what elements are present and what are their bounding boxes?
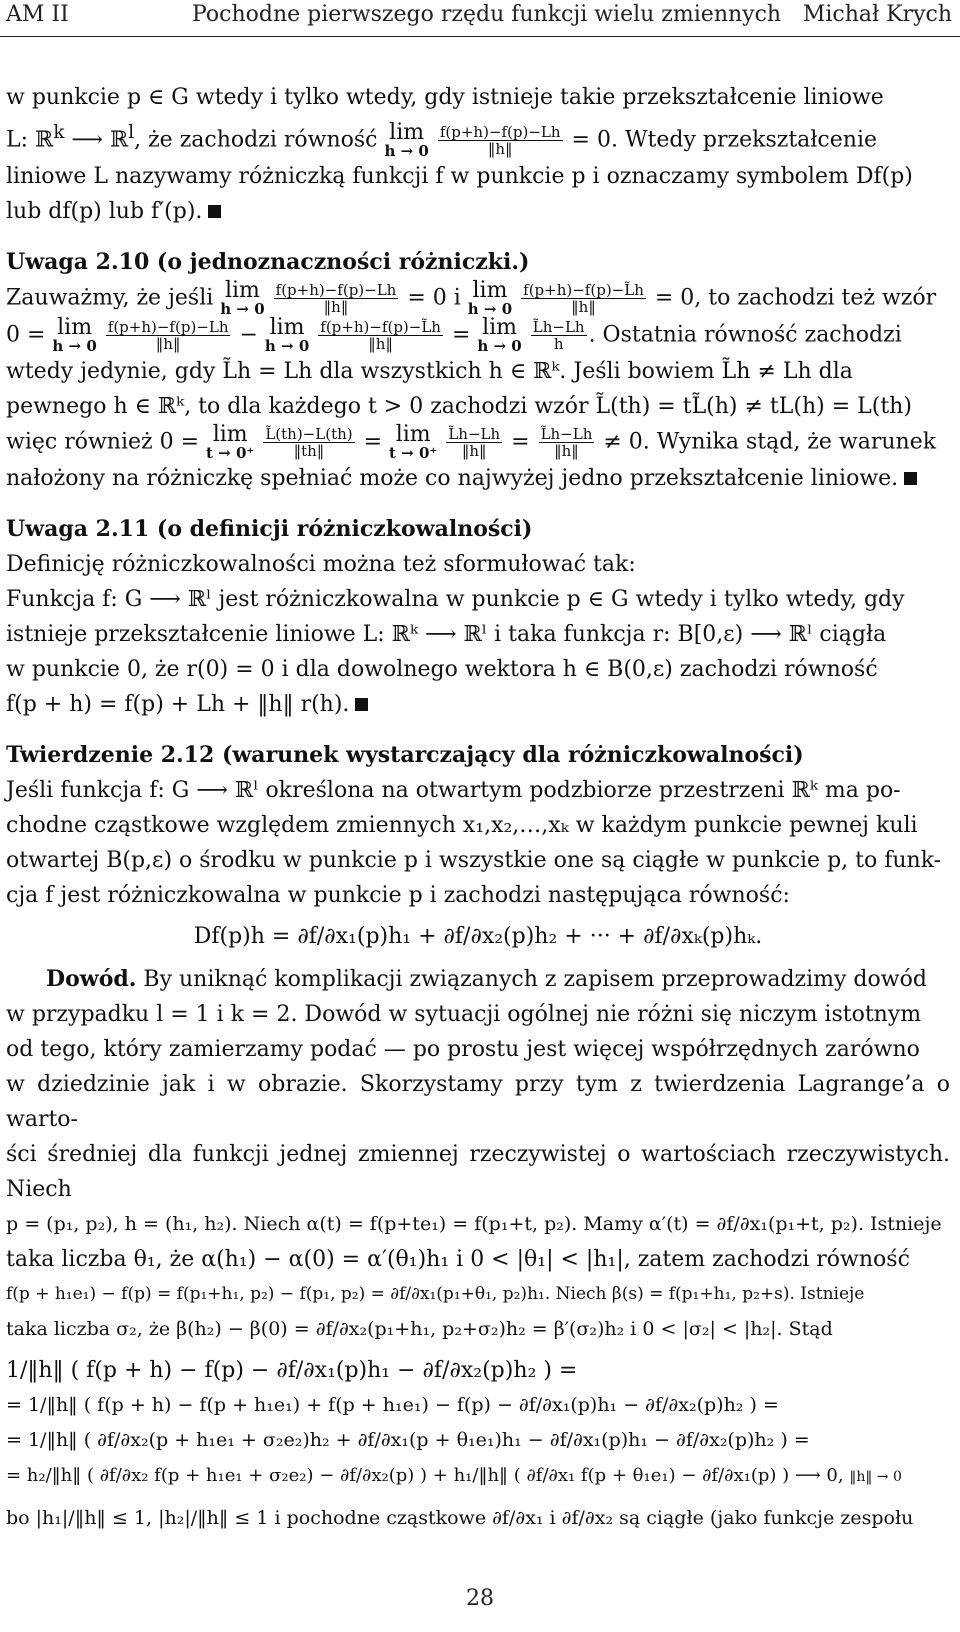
- header-rule: [0, 36, 960, 37]
- header-title: Pochodne pierwszego rzędu funkcji wielu zmiennych: [192, 2, 782, 27]
- header-left: AM II: [6, 2, 69, 27]
- qed-icon: [904, 472, 917, 485]
- remark-2-10-title: Uwaga 2.10 (o jednoznaczności różniczki.): [6, 248, 530, 275]
- proof-label: Dowód.: [46, 965, 137, 992]
- remark-2-11-intro: Definicję różniczkowalności można też sformułować tak:: [6, 551, 636, 577]
- remark-2-10-line-6: nałożony na różniczkę spełniać może co najwyżej jedno przekształcenie liniowe.: [6, 461, 950, 496]
- remark-2-10-line-4: pewnego h ∈ ℝᵏ, to dla każdego t > 0 zachodzi wzór L̃(th) = tL̃(h) ≠ tL(h) = L(th): [6, 393, 912, 419]
- theorem-2-12-body-1: Jeśli funkcja f: G ⟶ ℝˡ określona na otwartym podzbiorze przestrzeni ℝᵏ ma po-: [6, 777, 901, 803]
- page-body: [6, 80, 950, 1536]
- remark-2-10-line-1: Zauważmy, że jeśli lim h → 0 $\frac{f(p+h)-f(p)-Lh}{‖h‖}$ = 0 i lim h → 0 $\frac{f(p+h)-f(p)-L̃h}{‖h‖}$ = 0, to zachodzi też wzór: [6, 277, 937, 318]
- theorem-2-12-body-2: chodne cząstkowe względem zmiennych x₁,x₂,…,xₖ w każdym punkcie pewnej kuli: [6, 812, 918, 838]
- def-line2-part-c: , że zachodzi równość: [134, 127, 378, 153]
- def-line2-part-d: = 0. Wtedy przekształcenie: [571, 127, 877, 153]
- remark-2-11-body-2: istnieje przekształcenie liniowe L: ℝᵏ ⟶ ℝˡ i taka funkcja r: B[0,ε) ⟶ ℝˡ ciągła: [6, 621, 887, 647]
- remark-2-11-body-1: Funkcja f: G ⟶ ℝˡ jest różniczkowalna w punkcie p ∈ G wtedy i tylko wtedy, gdy: [6, 586, 905, 612]
- proof-line-7: taka liczba θ₁, że α(h₁) − α(0) = α′(θ₁)h₁ i 0 < |θ₁| < |h₁|, zatem zachodzi równość: [6, 1246, 910, 1272]
- page-number: 28: [466, 1586, 494, 1611]
- header-author: Michał Krych: [802, 2, 952, 27]
- limit-expression: lim h → 0: [384, 119, 429, 160]
- remark-2-10-line-5: więc również 0 = lim t → 0⁺ $\frac{L̃(th)-L(th)}{‖th‖}$ = lim t → 0⁺ $\frac{L̃h-Lh}{‖h‖}$ = $\frac{L̃h-Lh}{‖h‖}$ ≠ 0. Wynika stąd, że warunek: [6, 421, 937, 462]
- qed-icon: [208, 205, 221, 218]
- theorem-2-12-body-4: cja f jest różniczkowalna w punkcie p i zachodzi następująca równość:: [6, 882, 790, 908]
- definition-line-3: liniowe L nazywamy różniczką funkcji f w punkcie p i oznaczamy symbolem Df(p): [6, 163, 913, 189]
- running-header: [0, 0, 960, 36]
- proof-line-3: od tego, który zamierzamy podać — po prostu jest więcej współrzędnych zarówno: [6, 1036, 920, 1062]
- remark-2-11-body-4: f(p + h) = f(p) + Lh + ‖h‖ r(h).: [6, 687, 950, 722]
- proof-line-9: taka liczba σ₂, że β(h₂) − β(0) = ∂f/∂x₂(p₁+h₁, p₂+σ₂)h₂ = β′(σ₂)h₂ i 0 < |σ₂| < |h₂|. Stąd: [6, 1317, 833, 1340]
- theorem-2-12-formula: Df(p)h = ∂f/∂x₁(p)h₁ + ∂f/∂x₂(p)h₂ + ··· + ∂f/∂xₖ(p)hₖ.: [193, 923, 763, 949]
- proof-line-8: f(p + h₁e₁) − f(p) = f(p₁+h₁, p₂) − f(p₁, p₂) = ∂f/∂x₁(p₁+θ₁, p₂)h₁. Niech β(s) = f(p₁+h₁, p₂+s). Istnieje: [6, 1283, 865, 1304]
- proof-line-2: w przypadku l = 1 i k = 2. Dowód w sytuacji ogólnej nie różni się niczym istotnym: [6, 1001, 922, 1027]
- theorem-2-12-body-3: otwartej B(p,ε) o środku w punkcie p i wszystkie one są ciągłe w punkcie p, to funk-: [6, 847, 942, 873]
- definition-line-4: lub df(p) lub f′(p).: [6, 194, 950, 229]
- limit-fraction: $\frac{f(p+h)-f(p)-Lh}{‖h‖}$: [439, 122, 561, 158]
- proof-eq-1: 1/‖h‖ ( f(p + h) − f(p) − ∂f/∂x₁(p)h₁ − ∂f/∂x₂(p)h₂ ) =: [6, 1357, 578, 1383]
- qed-icon: [355, 698, 368, 711]
- remark-2-10-line-3: wtedy jedynie, gdy L̃h = Lh dla wszystkich h ∈ ℝᵏ. Jeśli bowiem L̃h ≠ Lh dla: [6, 358, 853, 384]
- limit-subscript: ‖h‖ → 0: [849, 1468, 902, 1485]
- def-line2-part-b: ⟶ ℝ: [64, 127, 129, 153]
- proof-last-line: bo |h₁|/‖h‖ ≤ 1, |h₂|/‖h‖ ≤ 1 i pochodne cząstkowe ∂f/∂x₁ i ∂f/∂x₂ są ciągłe (jako funkcje zespołu: [6, 1506, 914, 1529]
- remark-2-11-title: Uwaga 2.11 (o definicji różniczkowalności): [6, 515, 533, 542]
- definition-line-1: w punkcie p ∈ G wtedy i tylko wtedy, gdy istnieje takie przekształcenie liniowe: [6, 85, 884, 110]
- theorem-2-12-title: Twierdzenie 2.12 (warunek wystarczający dla różniczkowalności): [6, 741, 804, 768]
- definition-line-2: L: ℝ$^k$ ⟶ ℝ$^l$, że zachodzi równość lim h → 0 $\frac{f(p+h)-f(p)-Lh}{‖h‖}$ = 0. Wtedy przekształcenie: [6, 119, 877, 160]
- proof-eq-4: = h₂/‖h‖ ( ∂f/∂x₂ f(p + h₁e₁ + σ₂e₂) − ∂f/∂x₂(p) ) + h₁/‖h‖ ( ∂f/∂x₁ f(p + θ₁e₁) − ∂f/∂x₁(p) ) ⟶ 0, ‖h‖ → 0: [6, 1464, 902, 1486]
- remark-2-11-body-3: w punkcie 0, że r(0) = 0 i dla dowolnego wektora h ∈ B(0,ε) zachodzi równość: [6, 656, 878, 682]
- proof-line-4: w dziedzinie jak i w obrazie. Skorzystamy przy tym z twierdzenia Lagrange’a o warto-: [6, 1071, 950, 1132]
- proof-line-1: Dowód. By uniknąć komplikacji związanych z zapisem przeprowadzimy dowód: [46, 965, 927, 992]
- proof-line-5: ści średniej dla funkcji jednej zmiennej rzeczywistej o wartościach rzeczywistych. Niech: [6, 1141, 950, 1202]
- remark-2-10-line-2: 0 = lim h → 0 $\frac{f(p+h)-f(p)-Lh}{‖h‖}$ − lim h → 0 $\frac{f(p+h)-f(p)-L̃h}{‖h‖}$ = lim h → 0 $\frac{L̃h-Lh}{h}$ . Ostatnia równość zachodzi: [6, 314, 902, 355]
- proof-eq-3: = 1/‖h‖ ( ∂f/∂x₂(p + h₁e₁ + σ₂e₂)h₂ + ∂f/∂x₁(p + θ₁e₁)h₁ − ∂f/∂x₁(p)h₁ − ∂f/∂x₂(p)h₂ ) =: [6, 1428, 810, 1451]
- def-line2-part-a: L: ℝ: [6, 127, 54, 153]
- proof-line-6: p = (p₁, p₂), h = (h₁, h₂). Niech α(t) = f(p+te₁) = f(p₁+t, p₂). Mamy α′(t) = ∂f/∂x₁(p₁+t, p₂). Istnieje: [6, 1212, 942, 1235]
- proof-eq-2: = 1/‖h‖ ( f(p + h) − f(p + h₁e₁) + f(p + h₁e₁) − f(p) − ∂f/∂x₁(p)h₁ − ∂f/∂x₂(p)h₂ ) =: [6, 1393, 779, 1416]
